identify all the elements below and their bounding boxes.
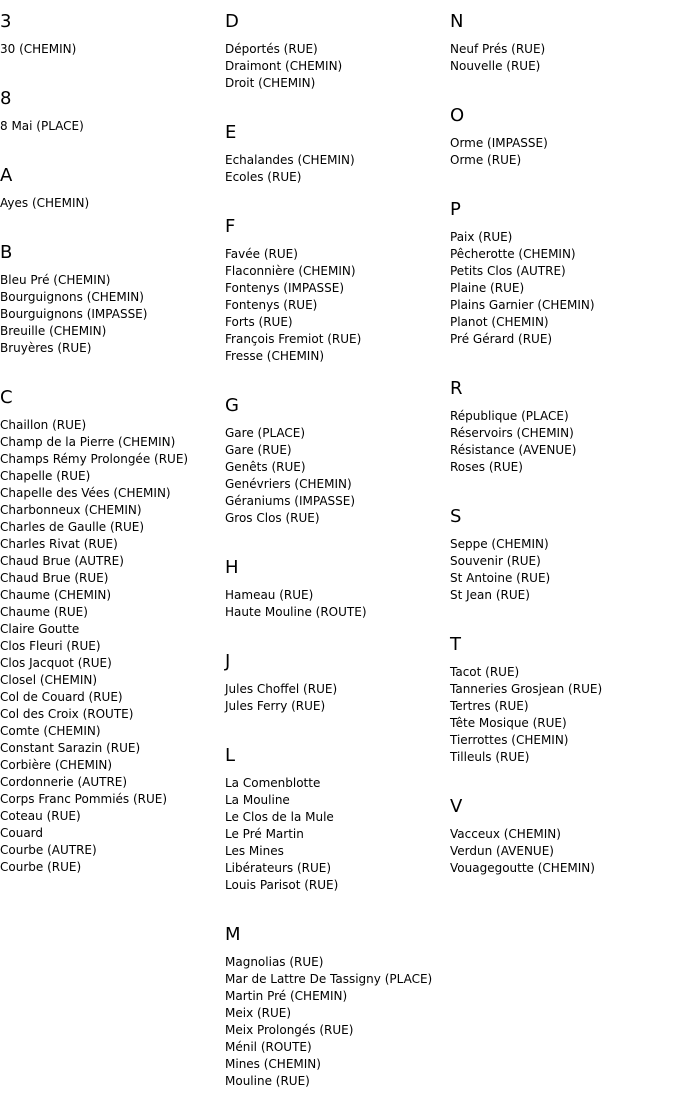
street-item: Closel (CHEMIN): [0, 673, 98, 687]
group-spacer: [225, 527, 450, 546]
letter-group: [450, 367, 675, 495]
street-item: Vacceux (CHEMIN): [450, 827, 561, 841]
street-item: St Jean (RUE): [450, 588, 530, 602]
street-list: [450, 33, 675, 75]
letter-group: [450, 0, 675, 94]
letter-heading: N: [450, 11, 464, 32]
letter-heading: B: [0, 242, 13, 263]
street-item: Mar de Lattre De Tassigny (PLACE): [225, 972, 433, 986]
street-item: Meix (RUE): [225, 1006, 292, 1020]
street-item: Bourguignons (CHEMIN): [0, 290, 144, 304]
street-item: François Fremiot (RUE): [225, 332, 362, 346]
street-item: Géraniums (IMPASSE): [225, 494, 356, 508]
letter-group: [225, 384, 450, 546]
street-item: Bleu Pré (CHEMIN): [0, 273, 111, 287]
street-item: Coteau (RUE): [0, 809, 81, 823]
street-item: Droit (CHEMIN): [225, 76, 316, 90]
index-column-3: [450, 0, 675, 896]
group-spacer: [225, 186, 450, 205]
letter-heading: V: [450, 796, 463, 817]
letter-group: [0, 231, 225, 376]
letter-heading: M: [225, 924, 241, 945]
letter-heading: G: [225, 395, 239, 416]
letter-heading: R: [450, 378, 463, 399]
street-item: Planot (CHEMIN): [450, 315, 549, 329]
street-list: [450, 400, 675, 476]
group-spacer: [450, 169, 675, 188]
street-list: [450, 656, 675, 766]
group-spacer: [225, 621, 450, 640]
street-item: La Mouline: [225, 793, 290, 807]
group-spacer: [225, 894, 450, 913]
street-item: Chapelle des Vées (CHEMIN): [0, 486, 171, 500]
street-item: Orme (RUE): [450, 153, 522, 167]
group-spacer: [225, 92, 450, 111]
street-item: Comte (CHEMIN): [0, 724, 101, 738]
street-item: Chaud Brue (AUTRE): [0, 554, 124, 568]
street-item: Tanneries Grosjean (RUE): [450, 682, 603, 696]
street-item: Magnolias (RUE): [225, 955, 324, 969]
street-list: [225, 417, 450, 527]
street-list: [450, 127, 675, 169]
letter-group: [450, 785, 675, 896]
street-item: Tierrottes (CHEMIN): [450, 733, 569, 747]
street-list: [450, 818, 675, 877]
street-list: [0, 110, 225, 135]
street-item: Col des Croix (ROUTE): [0, 707, 134, 721]
street-item: Fontenys (IMPASSE): [225, 281, 345, 295]
street-item: Charbonneux (CHEMIN): [0, 503, 142, 517]
group-spacer: [225, 715, 450, 734]
index-column-1: [0, 0, 225, 895]
letter-heading: 8: [0, 88, 12, 109]
street-item: Tacot (RUE): [450, 665, 520, 679]
letter-group: [450, 495, 675, 623]
street-item: Fontenys (RUE): [225, 298, 318, 312]
street-item: Charles Rivat (RUE): [0, 537, 118, 551]
group-spacer: [0, 212, 225, 231]
street-item: Claire Goutte: [0, 622, 80, 636]
street-item: Paix (RUE): [450, 230, 513, 244]
street-item: Libérateurs (RUE): [225, 861, 332, 875]
street-item: Roses (RUE): [450, 460, 523, 474]
street-item: Ménil (ROUTE): [225, 1040, 312, 1054]
street-list: [450, 528, 675, 604]
street-item: Clos Fleuri (RUE): [0, 639, 101, 653]
street-item: Favée (RUE): [225, 247, 298, 261]
street-item: Tilleuls (RUE): [450, 750, 530, 764]
street-item: Plaine (RUE): [450, 281, 525, 295]
street-list: [225, 238, 450, 365]
letter-group: [0, 77, 225, 154]
street-item: Pêcherotte (CHEMIN): [450, 247, 576, 261]
street-item: Réservoirs (CHEMIN): [450, 426, 574, 440]
street-list: [225, 33, 450, 92]
letter-group: [450, 94, 675, 188]
letter-heading: L: [225, 745, 236, 766]
street-item: Hameau (RUE): [225, 588, 314, 602]
street-item: Verdun (AVENUE): [450, 844, 554, 858]
street-item: Col de Couard (RUE): [0, 690, 123, 704]
street-item: Echalandes (CHEMIN): [225, 153, 355, 167]
letter-heading: A: [0, 165, 13, 186]
street-item: Fresse (CHEMIN): [225, 349, 324, 363]
street-item: Flaconnière (CHEMIN): [225, 264, 356, 278]
street-item: Chaume (CHEMIN): [0, 588, 112, 602]
street-item: Courbe (RUE): [0, 860, 82, 874]
group-spacer: [0, 135, 225, 154]
street-item: Souvenir (RUE): [450, 554, 541, 568]
street-item: Mines (CHEMIN): [225, 1057, 321, 1071]
street-item: République (PLACE): [450, 409, 569, 423]
street-item: Meix Prolongés (RUE): [225, 1023, 354, 1037]
street-item: Charles de Gaulle (RUE): [0, 520, 145, 534]
index-column-2: [225, 0, 450, 1109]
street-item: Louis Parisot (RUE): [225, 878, 339, 892]
letter-heading: J: [225, 651, 231, 672]
letter-heading: O: [450, 105, 465, 126]
street-item: Genêts (RUE): [225, 460, 306, 474]
street-list: [0, 33, 225, 58]
letter-group: [225, 111, 450, 205]
street-item: Chaud Brue (RUE): [0, 571, 109, 585]
street-item: Mouline (RUE): [225, 1074, 310, 1088]
letter-group: [0, 154, 225, 231]
street-item: Courbe (AUTRE): [0, 843, 97, 857]
street-item: Orme (IMPASSE): [450, 136, 548, 150]
street-list: [0, 264, 225, 357]
street-item: Haute Mouline (ROUTE): [225, 605, 367, 619]
group-spacer: [225, 365, 450, 384]
letter-heading: E: [225, 122, 237, 143]
letter-heading: T: [450, 634, 461, 655]
street-item: Chapelle (RUE): [0, 469, 91, 483]
street-item: Forts (RUE): [225, 315, 293, 329]
street-item: Neuf Prés (RUE): [450, 42, 546, 56]
group-spacer: [0, 876, 225, 895]
street-item: Champ de la Pierre (CHEMIN): [0, 435, 176, 449]
street-item: Constant Sarazin (RUE): [0, 741, 141, 755]
street-item: Breuille (CHEMIN): [0, 324, 107, 338]
letter-heading: 3: [0, 11, 12, 32]
street-item: Corps Franc Pommiés (RUE): [0, 792, 168, 806]
letter-group: [225, 0, 450, 111]
street-item: Plains Garnier (CHEMIN): [450, 298, 595, 312]
street-item: Gare (RUE): [225, 443, 292, 457]
letter-group: [225, 546, 450, 640]
street-list: [225, 579, 450, 621]
street-item: 8 Mai (PLACE): [0, 119, 84, 133]
street-item: Couard: [0, 826, 44, 840]
letter-group: [225, 205, 450, 384]
street-item: Résistance (AVENUE): [450, 443, 577, 457]
street-item: Bourguignons (IMPASSE): [0, 307, 148, 321]
group-spacer: [450, 476, 675, 495]
letter-heading: F: [225, 216, 236, 237]
letter-group: [0, 0, 225, 77]
street-item: Le Clos de la Mule: [225, 810, 334, 824]
letter-heading: C: [0, 387, 13, 408]
street-list: [225, 946, 450, 1090]
street-item: Petits Clos (AUTRE): [450, 264, 566, 278]
street-list: [225, 144, 450, 186]
letter-group: [225, 640, 450, 734]
street-item: Seppe (CHEMIN): [450, 537, 549, 551]
group-spacer: [450, 348, 675, 367]
letter-heading: H: [225, 557, 239, 578]
group-spacer: [450, 766, 675, 785]
group-spacer: [450, 877, 675, 896]
street-item: Genévriers (CHEMIN): [225, 477, 352, 491]
street-list: [0, 187, 225, 212]
street-item: Chaillon (RUE): [0, 418, 87, 432]
street-list: [225, 767, 450, 894]
street-item: Jules Choffel (RUE): [225, 682, 338, 696]
group-spacer: [0, 58, 225, 77]
street-item: Tête Mosique (RUE): [450, 716, 567, 730]
letter-group: [450, 188, 675, 367]
street-item: Ecoles (RUE): [225, 170, 302, 184]
street-item: Vouagegoutte (CHEMIN): [450, 861, 595, 875]
group-spacer: [450, 604, 675, 623]
street-item: Bruyères (RUE): [0, 341, 92, 355]
street-item: Draimont (CHEMIN): [225, 59, 343, 73]
street-item: Pré Gérard (RUE): [450, 332, 553, 346]
street-item: La Comenblotte: [225, 776, 321, 790]
letter-group: [225, 734, 450, 913]
street-item: Gare (PLACE): [225, 426, 306, 440]
group-spacer: [450, 75, 675, 94]
street-item: Champs Rémy Prolongée (RUE): [0, 452, 189, 466]
group-spacer: [0, 357, 225, 376]
letter-heading: S: [450, 506, 462, 527]
letter-heading: D: [225, 11, 239, 32]
street-item: Jules Ferry (RUE): [225, 699, 326, 713]
street-list: [225, 673, 450, 715]
letter-group: [0, 376, 225, 895]
street-item: Nouvelle (RUE): [450, 59, 541, 73]
street-item: Chaume (RUE): [0, 605, 88, 619]
letter-group: [450, 623, 675, 785]
street-list: [0, 409, 225, 876]
street-item: Corbière (CHEMIN): [0, 758, 113, 772]
street-item: Les Mines: [225, 844, 284, 858]
letter-heading: P: [450, 199, 461, 220]
street-item: Cordonnerie (AUTRE): [0, 775, 128, 789]
street-list: [450, 221, 675, 348]
group-spacer: [225, 1090, 450, 1109]
street-item: St Antoine (RUE): [450, 571, 551, 585]
street-item: Clos Jacquot (RUE): [0, 656, 112, 670]
street-item: Déportés (RUE): [225, 42, 318, 56]
street-item: Tertres (RUE): [450, 699, 529, 713]
street-item: Martin Pré (CHEMIN): [225, 989, 348, 1003]
street-item: Le Pré Martin: [225, 827, 304, 841]
street-item: 30 (CHEMIN): [0, 42, 77, 56]
street-item: Ayes (CHEMIN): [0, 196, 90, 210]
street-item: Gros Clos (RUE): [225, 511, 320, 525]
